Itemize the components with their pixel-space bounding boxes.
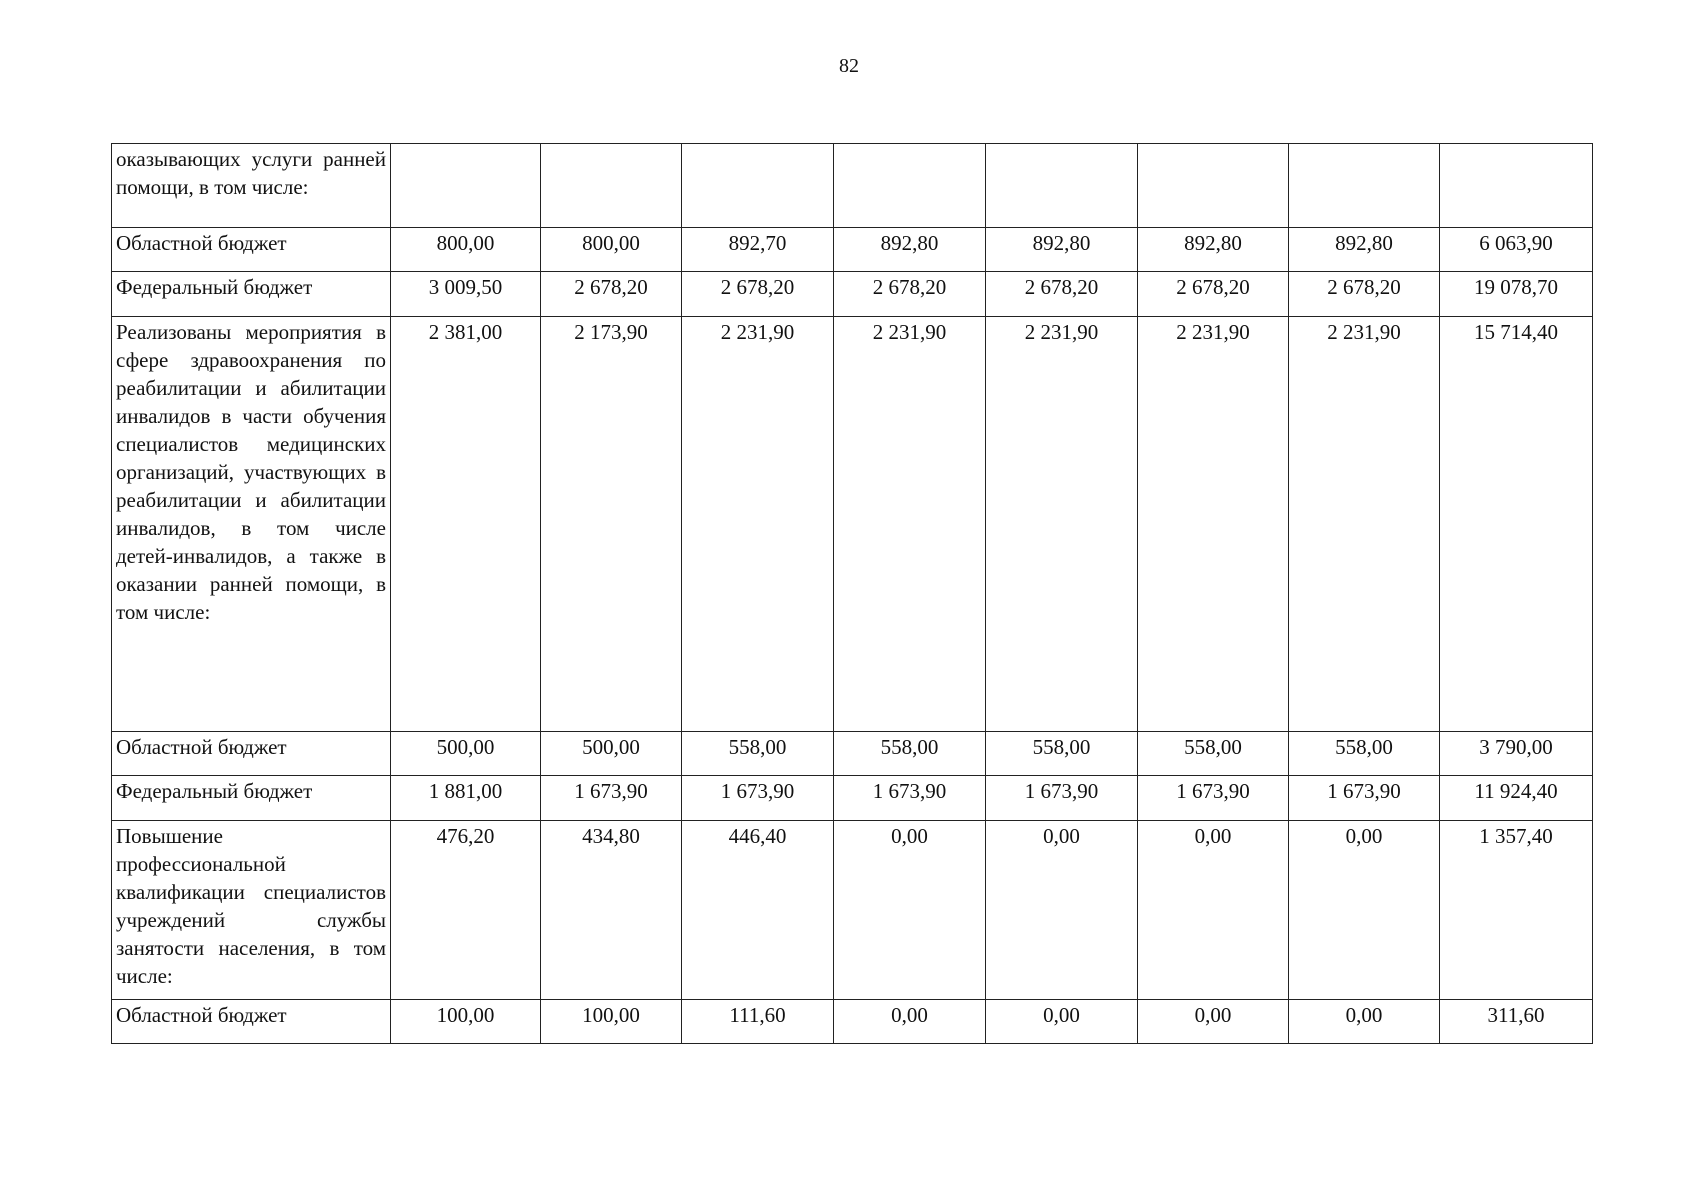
row-label: Реализованы мероприятия в сфере здравоохранения по реабилитации и абилитации инвалидов в части обучения специалистов медицинских организаций, участвующих в реабилитации и абилитации инвалидов, в том числе детей-инвалидов, а также в оказании ранней помощи, в том числе: xyxy=(112,317,391,732)
row-label: Областной бюджет xyxy=(112,228,391,272)
value-cell: 1 881,00 xyxy=(391,776,541,821)
value-cell xyxy=(682,144,834,228)
total-cell: 311,60 xyxy=(1440,1000,1593,1044)
table-row xyxy=(112,317,1593,732)
value-cell: 800,00 xyxy=(541,228,682,272)
value-cell: 558,00 xyxy=(834,732,986,776)
value-cell: 892,80 xyxy=(834,228,986,272)
value-cell: 2 678,20 xyxy=(834,272,986,317)
value-cell: 0,00 xyxy=(1138,821,1289,1000)
table-row xyxy=(112,144,1593,228)
total-cell xyxy=(1440,144,1593,228)
value-cell: 2 381,00 xyxy=(391,317,541,732)
value-cell: 1 673,90 xyxy=(1138,776,1289,821)
value-cell xyxy=(541,144,682,228)
value-cell: 1 673,90 xyxy=(1289,776,1440,821)
row-label: Федеральный бюджет xyxy=(112,272,391,317)
budget-table xyxy=(111,143,1593,1044)
value-cell xyxy=(391,144,541,228)
value-cell: 2 231,90 xyxy=(834,317,986,732)
value-cell: 1 673,90 xyxy=(541,776,682,821)
value-cell: 558,00 xyxy=(1138,732,1289,776)
value-cell: 111,60 xyxy=(682,1000,834,1044)
total-cell: 11 924,40 xyxy=(1440,776,1593,821)
value-cell: 892,80 xyxy=(986,228,1138,272)
value-cell: 1 673,90 xyxy=(986,776,1138,821)
value-cell: 0,00 xyxy=(1138,1000,1289,1044)
row-label: Повышение профессиональной квалификации специалистов учреждений службы занятости населения, в том числе: xyxy=(112,821,391,1000)
value-cell: 500,00 xyxy=(541,732,682,776)
row-label: Областной бюджет xyxy=(112,1000,391,1044)
value-cell: 2 231,90 xyxy=(1138,317,1289,732)
value-cell: 2 678,20 xyxy=(986,272,1138,317)
value-cell: 0,00 xyxy=(834,1000,986,1044)
total-cell: 6 063,90 xyxy=(1440,228,1593,272)
value-cell: 0,00 xyxy=(834,821,986,1000)
value-cell: 2 231,90 xyxy=(1289,317,1440,732)
row-label: Областной бюджет xyxy=(112,732,391,776)
value-cell xyxy=(834,144,986,228)
value-cell: 2 678,20 xyxy=(1138,272,1289,317)
value-cell: 892,80 xyxy=(1289,228,1440,272)
value-cell: 0,00 xyxy=(1289,1000,1440,1044)
row-label: Федеральный бюджет xyxy=(112,776,391,821)
value-cell: 476,20 xyxy=(391,821,541,1000)
value-cell: 2 678,20 xyxy=(541,272,682,317)
value-cell: 558,00 xyxy=(682,732,834,776)
value-cell: 434,80 xyxy=(541,821,682,1000)
row-label: оказывающих услуги ранней помощи, в том числе: xyxy=(112,144,391,228)
value-cell xyxy=(986,144,1138,228)
value-cell xyxy=(1138,144,1289,228)
value-cell: 1 673,90 xyxy=(834,776,986,821)
value-cell: 446,40 xyxy=(682,821,834,1000)
page-number: 82 xyxy=(839,55,859,77)
table-row xyxy=(112,732,1593,776)
value-cell: 0,00 xyxy=(986,1000,1138,1044)
value-cell: 0,00 xyxy=(986,821,1138,1000)
table-row xyxy=(112,1000,1593,1044)
value-cell: 100,00 xyxy=(391,1000,541,1044)
value-cell: 100,00 xyxy=(541,1000,682,1044)
table-row xyxy=(112,776,1593,821)
value-cell: 3 009,50 xyxy=(391,272,541,317)
total-cell: 1 357,40 xyxy=(1440,821,1593,1000)
value-cell: 558,00 xyxy=(1289,732,1440,776)
value-cell: 500,00 xyxy=(391,732,541,776)
value-cell xyxy=(1289,144,1440,228)
table-row xyxy=(112,272,1593,317)
table-row xyxy=(112,821,1593,1000)
total-cell: 3 790,00 xyxy=(1440,732,1593,776)
table-row xyxy=(112,228,1593,272)
value-cell: 1 673,90 xyxy=(682,776,834,821)
value-cell: 892,80 xyxy=(1138,228,1289,272)
value-cell: 2 678,20 xyxy=(1289,272,1440,317)
total-cell: 15 714,40 xyxy=(1440,317,1593,732)
value-cell: 2 173,90 xyxy=(541,317,682,732)
value-cell: 892,70 xyxy=(682,228,834,272)
value-cell: 2 231,90 xyxy=(986,317,1138,732)
total-cell: 19 078,70 xyxy=(1440,272,1593,317)
value-cell: 2 678,20 xyxy=(682,272,834,317)
value-cell: 800,00 xyxy=(391,228,541,272)
value-cell: 2 231,90 xyxy=(682,317,834,732)
value-cell: 0,00 xyxy=(1289,821,1440,1000)
value-cell: 558,00 xyxy=(986,732,1138,776)
